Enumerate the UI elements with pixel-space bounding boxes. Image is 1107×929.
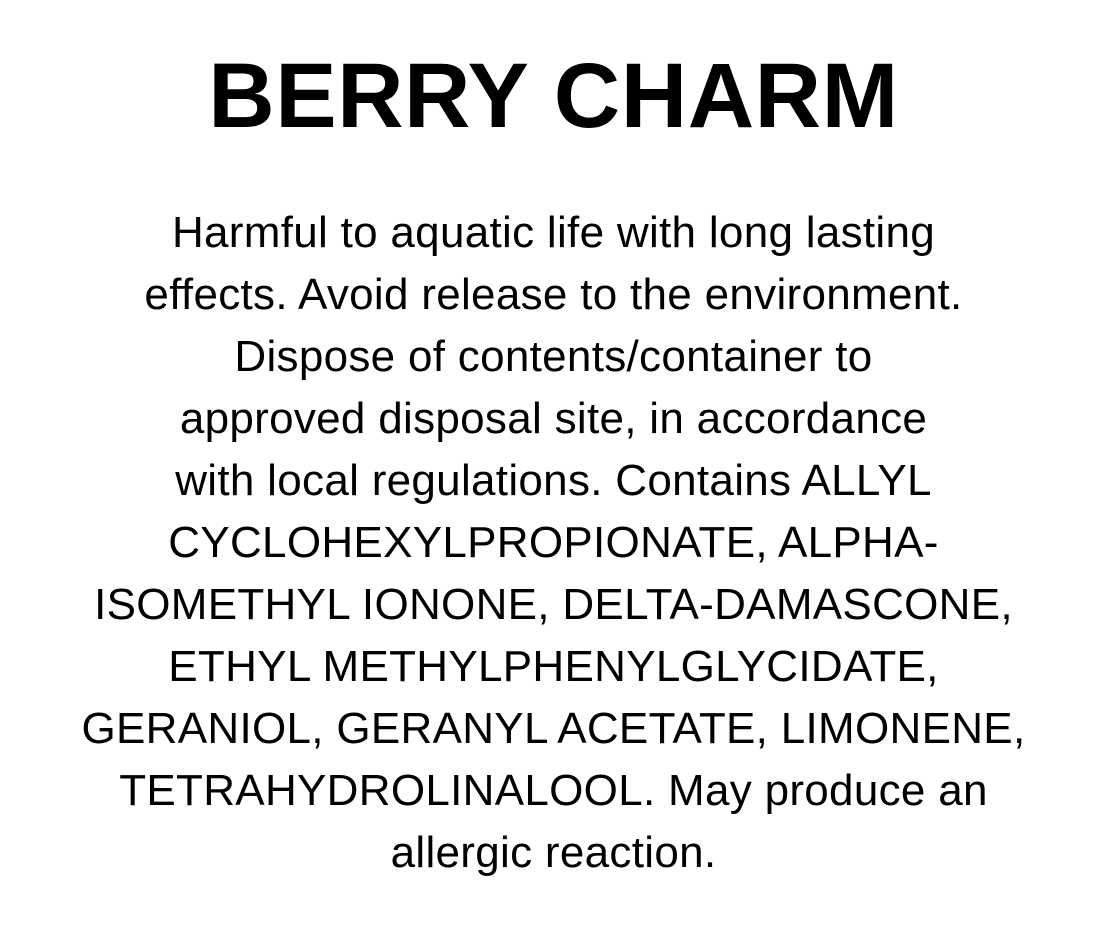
warning-text-line: GERANIOL, GERANYL ACETATE, LIMONENE, bbox=[81, 703, 1026, 753]
warning-text-line: approved disposal site, in accordance bbox=[179, 393, 928, 443]
warning-text bbox=[0, 202, 1107, 884]
warning-text-line: ETHYL METHYLPHENYLGLYCIDATE, bbox=[168, 641, 939, 691]
warning-text-line: with local regulations. Contains ALLYL bbox=[175, 455, 932, 505]
product-title: BERRY CHARM bbox=[208, 45, 899, 147]
warning-text-line: Harmful to aquatic life with long lasting bbox=[171, 207, 936, 257]
warning-text-line: CYCLOHEXYLPROPIONATE, ALPHA- bbox=[168, 517, 939, 567]
warning-text-line: TETRAHYDROLINALOOL. May produce an bbox=[119, 765, 988, 815]
warning-text-line: allergic reaction. bbox=[390, 827, 717, 877]
warning-text-line: effects. Avoid release to the environment. bbox=[144, 269, 963, 319]
warning-text-line: ISOMETHYL IONONE, DELTA-DAMASCONE, bbox=[94, 579, 1013, 629]
warning-text-line: Dispose of contents/container to bbox=[234, 331, 873, 381]
